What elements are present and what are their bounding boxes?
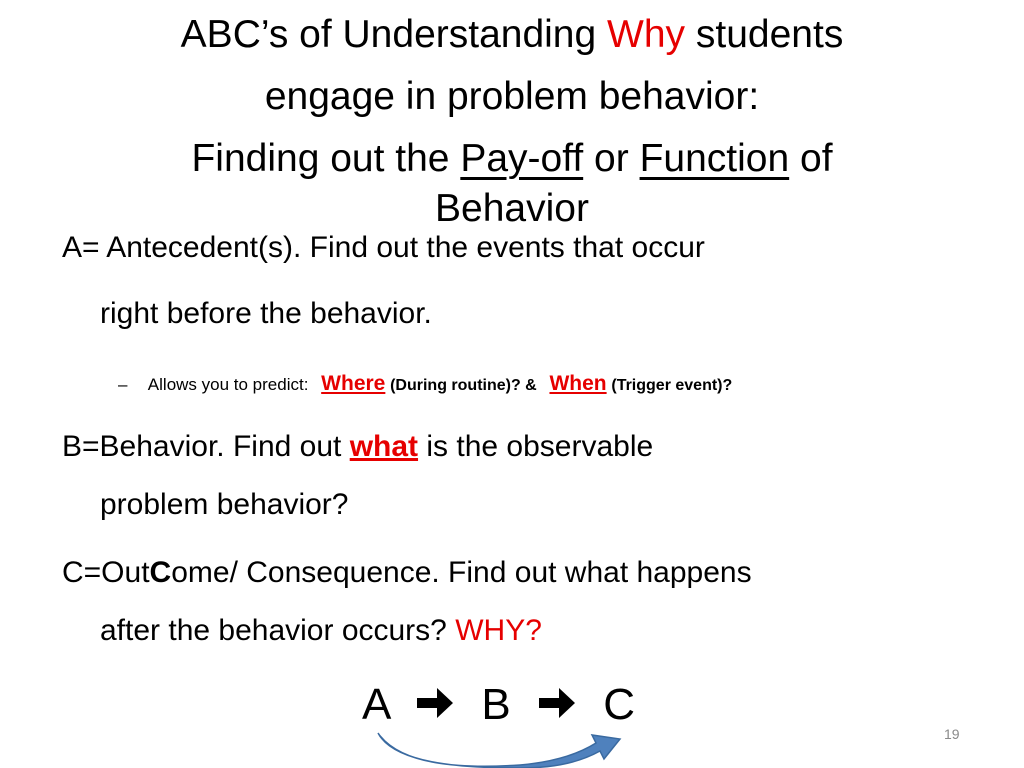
subbullet-dash: –	[118, 375, 128, 394]
behavior-line-1	[62, 418, 942, 476]
predict-subbullet	[118, 372, 732, 396]
title-payoff: Pay-off	[460, 137, 584, 180]
predict-intro: Allows you to predict:	[147, 375, 309, 394]
title-why: Why	[607, 13, 686, 56]
behavior-line-2: problem behavior?	[100, 488, 349, 521]
antecedent-line-1: A= Antecedent(s). Find out the events that occur	[62, 231, 705, 264]
predict-where-note: (During routine)? &	[390, 377, 537, 394]
behavior-text: is the observable	[426, 430, 654, 463]
behavior-what: what	[349, 430, 419, 463]
predict-when: When	[549, 372, 607, 395]
abc-b: B	[481, 680, 511, 729]
consequence-text: C=Out	[62, 556, 150, 589]
right-arrow-icon	[413, 681, 457, 725]
consequence-why: WHY?	[455, 614, 542, 647]
abc-flow	[362, 680, 635, 730]
title-text: Finding out the	[191, 137, 450, 180]
consequence-text: ome/ Consequence. Find out what happens	[171, 556, 752, 589]
title-text: students	[695, 13, 844, 56]
behavior-paragraph	[62, 418, 942, 534]
slide-title	[60, 4, 964, 252]
antecedent-line-2: right before the behavior.	[100, 297, 432, 330]
behavior-text: B=Behavior. Find out	[62, 430, 342, 463]
title-text: ABC’s of Understanding	[180, 13, 597, 56]
right-arrow-icon	[535, 681, 579, 725]
curved-arrow-icon	[370, 725, 630, 768]
title-text: of	[800, 137, 833, 180]
title-line-4: Behavior	[435, 187, 589, 230]
title-line-2: engage in problem behavior:	[264, 75, 760, 118]
antecedent-paragraph	[62, 218, 942, 344]
consequence-text: after the behavior occurs?	[100, 614, 447, 647]
consequence-line-2	[62, 602, 942, 660]
title-function: Function	[639, 137, 790, 180]
title-text: or	[594, 137, 629, 180]
predict-where: Where	[321, 372, 386, 395]
predict-when-note: (Trigger event)?	[611, 377, 733, 394]
consequence-line-1	[62, 544, 942, 602]
page-number: 19	[944, 726, 960, 742]
consequence-paragraph	[62, 544, 942, 660]
title-line-1	[60, 4, 964, 66]
consequence-bold-c: C	[149, 556, 172, 589]
abc-a: A	[362, 680, 389, 729]
abc-c: C	[603, 680, 635, 729]
